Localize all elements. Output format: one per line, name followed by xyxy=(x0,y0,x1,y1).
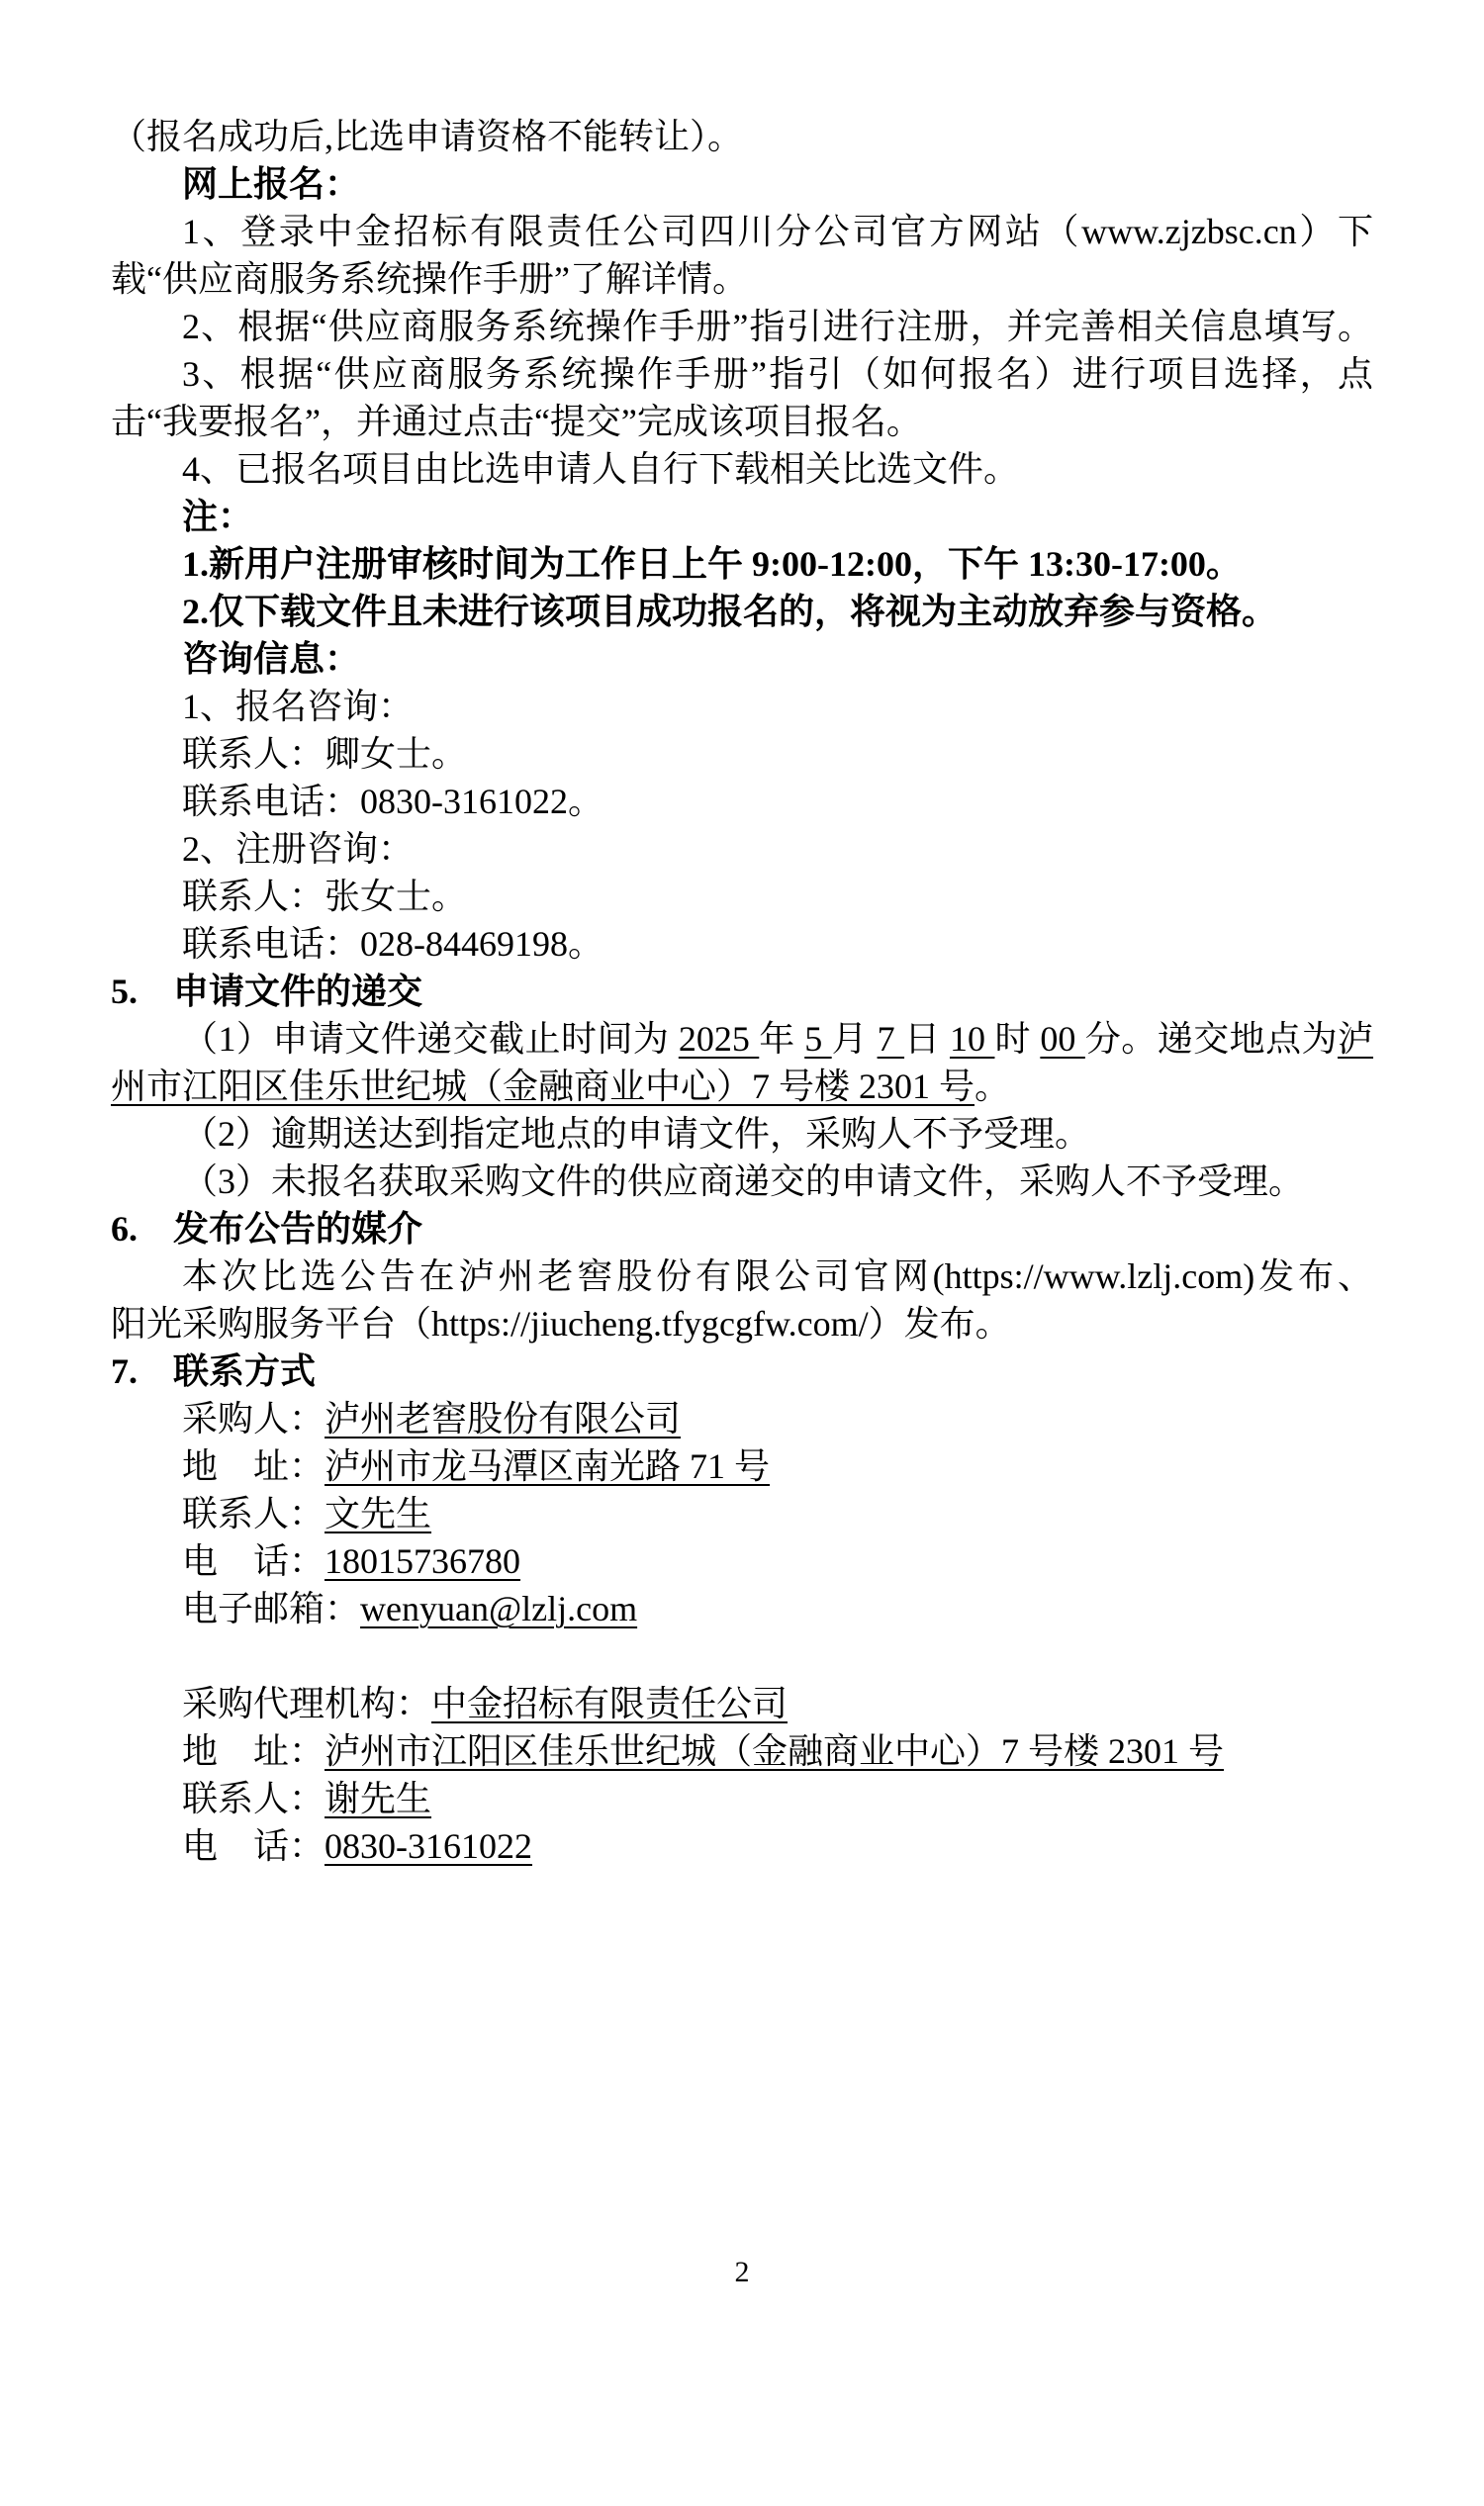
text-segment: 载“供应商服务系统操作手册”了解详情。 xyxy=(111,259,748,299)
text-line xyxy=(111,825,1373,873)
text-line xyxy=(111,398,1373,445)
text-line xyxy=(111,1253,1373,1300)
text-segment: 阳光采购服务平台（https://jiucheng.tfygcgfw.com/）发布。 xyxy=(111,1304,1011,1344)
text-segment: 本次比选公告在泸州老窖股份有限公司官网(https://www.lzlj.com)发布、 xyxy=(182,1256,1373,1296)
text-line xyxy=(111,1632,1373,1680)
text-line xyxy=(111,1063,1373,1110)
text-segment: 3、根据“供应商服务系统操作手册”指引（如何报名）进行项目选择，点 xyxy=(182,354,1373,394)
text-segment: 年 xyxy=(759,1019,805,1059)
underlined-text: 00 xyxy=(1040,1019,1085,1059)
text-segment: （3）未报名获取采购文件的供应商递交的申请文件，采购人不予受理。 xyxy=(182,1161,1305,1201)
text-segment: 1.新用户注册审核时间为工作日上午 9:00-12:00，下午 13:30-17:00。 xyxy=(182,544,1242,584)
text-line xyxy=(111,635,1373,683)
text-line xyxy=(111,1822,1373,1870)
underlined-text: 5 xyxy=(804,1019,832,1059)
text-line xyxy=(111,1110,1373,1158)
text-segment: 联系电话：028-84469198。 xyxy=(182,924,603,964)
text-segment: 咨询信息： xyxy=(182,639,361,679)
text-line xyxy=(111,683,1373,730)
text-line xyxy=(111,1300,1373,1347)
text-segment: 电 话： xyxy=(182,1541,325,1581)
text-line xyxy=(111,968,1373,1015)
text-line xyxy=(111,255,1373,303)
text-segment: 7. 联系方式 xyxy=(111,1351,317,1391)
text-line xyxy=(111,1395,1373,1442)
text-segment: 电 话： xyxy=(182,1826,325,1866)
underlined-text: 0830-3161022 xyxy=(325,1826,533,1866)
text-segment: 采购代理机构： xyxy=(182,1684,432,1723)
text-segment: 2、根据“供应商服务系统操作手册”指引进行注册，并完善相关信息填写。 xyxy=(182,307,1373,346)
underlined-text: 中金招标有限责任公司 xyxy=(431,1684,788,1723)
text-segment: 分。递交地点为 xyxy=(1084,1019,1339,1059)
text-segment: 月 xyxy=(831,1019,878,1059)
text-segment: 。 xyxy=(974,1067,1011,1106)
page-number: 2 xyxy=(734,2256,750,2288)
text-line xyxy=(111,445,1373,493)
text-line xyxy=(111,160,1373,208)
underlined-text: 泸 xyxy=(1338,1019,1374,1059)
underlined-text: wenyuan@lzlj.com xyxy=(360,1589,638,1628)
underlined-text: 州市江阳区佳乐世纪城（金融商业中心）7 号楼 2301 号 xyxy=(111,1067,975,1106)
text-line xyxy=(111,920,1373,968)
text-segment: 时 xyxy=(994,1019,1041,1059)
text-segment: 采购人： xyxy=(182,1399,325,1439)
text-line xyxy=(111,1585,1373,1632)
text-line xyxy=(111,730,1373,778)
underlined-text: 10 xyxy=(949,1019,995,1059)
text-segment: 2.仅下载文件且未进行该项目成功报名的，将视为主动放弃参与资格。 xyxy=(182,592,1278,631)
text-line xyxy=(111,350,1373,398)
text-segment: 地 址： xyxy=(182,1446,325,1486)
text-segment: 1、报名咨询： xyxy=(182,687,415,726)
text-line xyxy=(111,1490,1373,1537)
text-segment: （报名成功后,比选申请资格不能转让）。 xyxy=(111,117,744,156)
text-line xyxy=(111,208,1373,255)
page-footer xyxy=(0,2256,1484,2289)
text-line xyxy=(111,1537,1373,1585)
text-segment: 日 xyxy=(904,1019,950,1059)
text-line xyxy=(111,1347,1373,1395)
text-line xyxy=(111,113,1373,160)
text-line xyxy=(111,540,1373,588)
text-segment: 2、注册咨询： xyxy=(182,829,415,869)
text-line xyxy=(111,1015,1373,1063)
text-line xyxy=(111,1442,1373,1490)
text-line xyxy=(111,1158,1373,1205)
text-line xyxy=(111,493,1373,540)
underlined-text: 谢先生 xyxy=(325,1779,432,1818)
underlined-text: 7 xyxy=(877,1019,905,1059)
underlined-text: 文先生 xyxy=(325,1494,432,1533)
text-segment: 注： xyxy=(182,497,254,536)
underlined-text: 18015736780 xyxy=(325,1541,521,1581)
text-segment: 联系人： xyxy=(182,1779,325,1818)
text-segment: 1、登录中金招标有限责任公司四川分公司官方网站（www.zjzbsc.cn）下 xyxy=(182,212,1373,251)
text-line xyxy=(111,778,1373,825)
text-line xyxy=(111,1680,1373,1727)
text-segment: 6. 发布公告的媒介 xyxy=(111,1209,423,1249)
underlined-text: 泸州市江阳区佳乐世纪城（金融商业中心）7 号楼 2301 号 xyxy=(325,1731,1225,1771)
text-segment: 联系人：张女士。 xyxy=(182,877,468,916)
text-segment: 5. 申请文件的递交 xyxy=(111,972,423,1011)
text-line xyxy=(111,1727,1373,1775)
text-line xyxy=(111,588,1373,635)
text-segment: 4、已报名项目由比选申请人自行下载相关比选文件。 xyxy=(182,449,1020,489)
text-segment: 网上报名： xyxy=(182,164,361,204)
text-line xyxy=(111,303,1373,350)
text-line xyxy=(111,1205,1373,1253)
text-segment: 联系人：卿女士。 xyxy=(182,734,468,774)
underlined-text: 泸州老窖股份有限公司 xyxy=(325,1399,682,1439)
text-segment: （1）申请文件递交截止时间为 xyxy=(182,1019,679,1059)
text-segment: 击“我要报名”，并通过点击“提交”完成该项目报名。 xyxy=(111,402,922,441)
text-line xyxy=(111,1775,1373,1822)
text-segment: 联系人： xyxy=(182,1494,325,1533)
text-segment: 电子邮箱： xyxy=(182,1589,361,1628)
text-segment: 联系电话：0830-3161022。 xyxy=(182,782,603,821)
text-line xyxy=(111,873,1373,920)
underlined-text: 泸州市龙马潭区南光路 71 号 xyxy=(325,1446,771,1486)
underlined-text: 2025 xyxy=(678,1019,760,1059)
text-segment: 地 址： xyxy=(182,1731,325,1771)
document-body xyxy=(111,113,1373,1870)
text-segment: （2）逾期送达到指定地点的申请文件，采购人不予受理。 xyxy=(182,1114,1091,1154)
